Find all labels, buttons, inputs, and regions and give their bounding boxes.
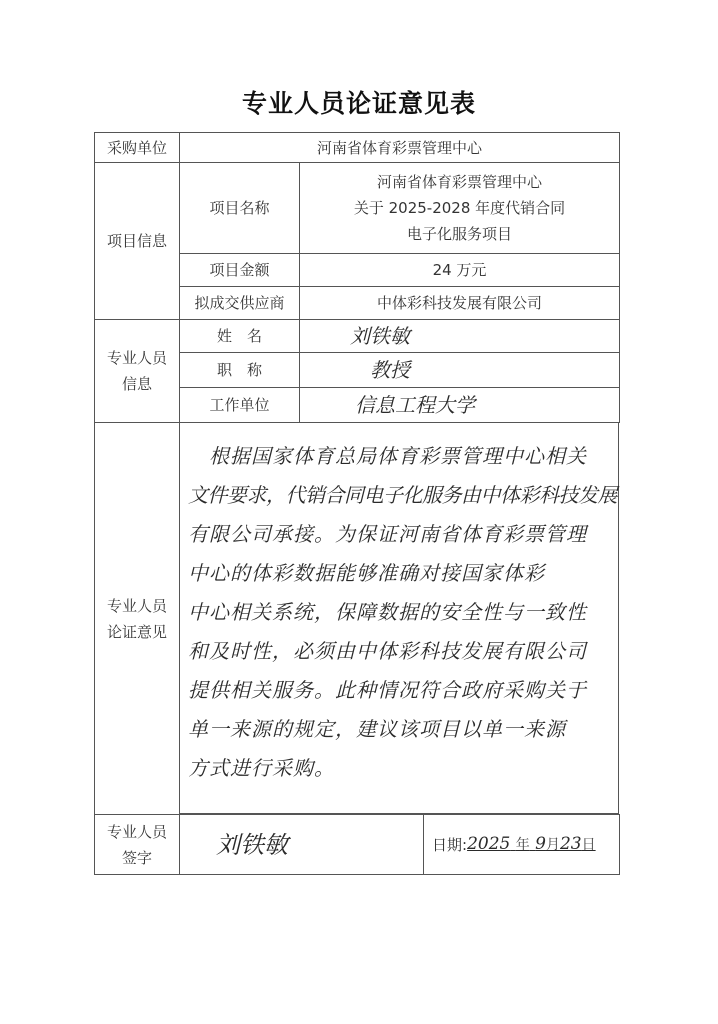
project-name-line: 河南省体育彩票管理中心: [376, 173, 542, 191]
opinion-line: 单一来源的规定，建议该项目以单一来源: [188, 717, 566, 741]
opinion-line: 方式进行采购。: [188, 756, 335, 780]
opinion-line: 根据国家体育总局体育彩票管理中心相关: [188, 444, 587, 468]
purchaser-label: 采购单位: [94, 132, 180, 163]
expert-info-label: [94, 319, 180, 423]
date-year-unit: 年: [515, 837, 530, 853]
expert-info-label-line: 信息: [121, 375, 152, 393]
date-month: 9: [535, 834, 546, 854]
date-label: 日期:: [432, 835, 468, 854]
opinion-handwritten-text: [179, 422, 619, 814]
project-name-line: 关于 2025-2028 年度代销合同: [353, 199, 566, 217]
project-amount-value: 24 万元: [299, 253, 620, 287]
date-day: 23: [559, 834, 582, 854]
opinion-line: 中心相关系统，保障数据的安全性与一致性: [188, 600, 587, 624]
form-title: 专业人员论证意见表: [241, 89, 476, 118]
signature-label: [94, 814, 180, 875]
opinion-label: [94, 422, 180, 815]
signature-date: [423, 814, 620, 875]
supplier-label: 拟成交供应商: [179, 286, 300, 320]
opinion-line: 文件要求，代销合同电子化服务由中体彩科技发展: [188, 483, 617, 507]
expert-unit-label: 工作单位: [179, 387, 300, 423]
signature-label-line: 签字: [121, 848, 152, 867]
date-year: 2025: [467, 834, 511, 854]
expert-name-label: 姓 名: [179, 319, 300, 353]
opinion-label-line: 论证意见: [106, 622, 167, 641]
expert-title-handwritten: 教授: [299, 352, 620, 388]
project-name-label: 项目名称: [179, 162, 300, 254]
opinion-label-line: 专业人员: [106, 596, 167, 615]
project-name-value: [299, 162, 620, 254]
opinion-line: 提供相关服务。此种情况符合政府采购关于: [188, 678, 587, 702]
expert-info-label-line: 专业人员: [106, 349, 167, 367]
date-month-unit: 月: [545, 837, 560, 853]
project-amount-label: 项目金额: [179, 253, 300, 287]
expert-unit-handwritten: 信息工程大学: [299, 387, 620, 423]
opinion-line: 和及时性，必须由中体彩科技发展有限公司: [188, 639, 587, 663]
date-day-unit: 日: [581, 837, 596, 853]
opinion-line: 中心的体彩数据能够准确对接国家体彩: [188, 561, 545, 585]
purchaser-value: 河南省体育彩票管理中心: [179, 132, 620, 163]
supplier-value: 中体彩科技发展有限公司: [299, 286, 620, 320]
signature-label-line: 专业人员: [106, 822, 167, 841]
signature-handwritten: 刘铁敏: [179, 814, 424, 875]
project-name-line: 电子化服务项目: [406, 225, 512, 243]
expert-title-label: 职 称: [179, 352, 300, 388]
opinion-line: 有限公司承接。为保证河南省体育彩票管理: [188, 522, 587, 546]
expert-name-handwritten: 刘铁敏: [299, 319, 620, 353]
project-info-label: 项目信息: [94, 162, 180, 320]
